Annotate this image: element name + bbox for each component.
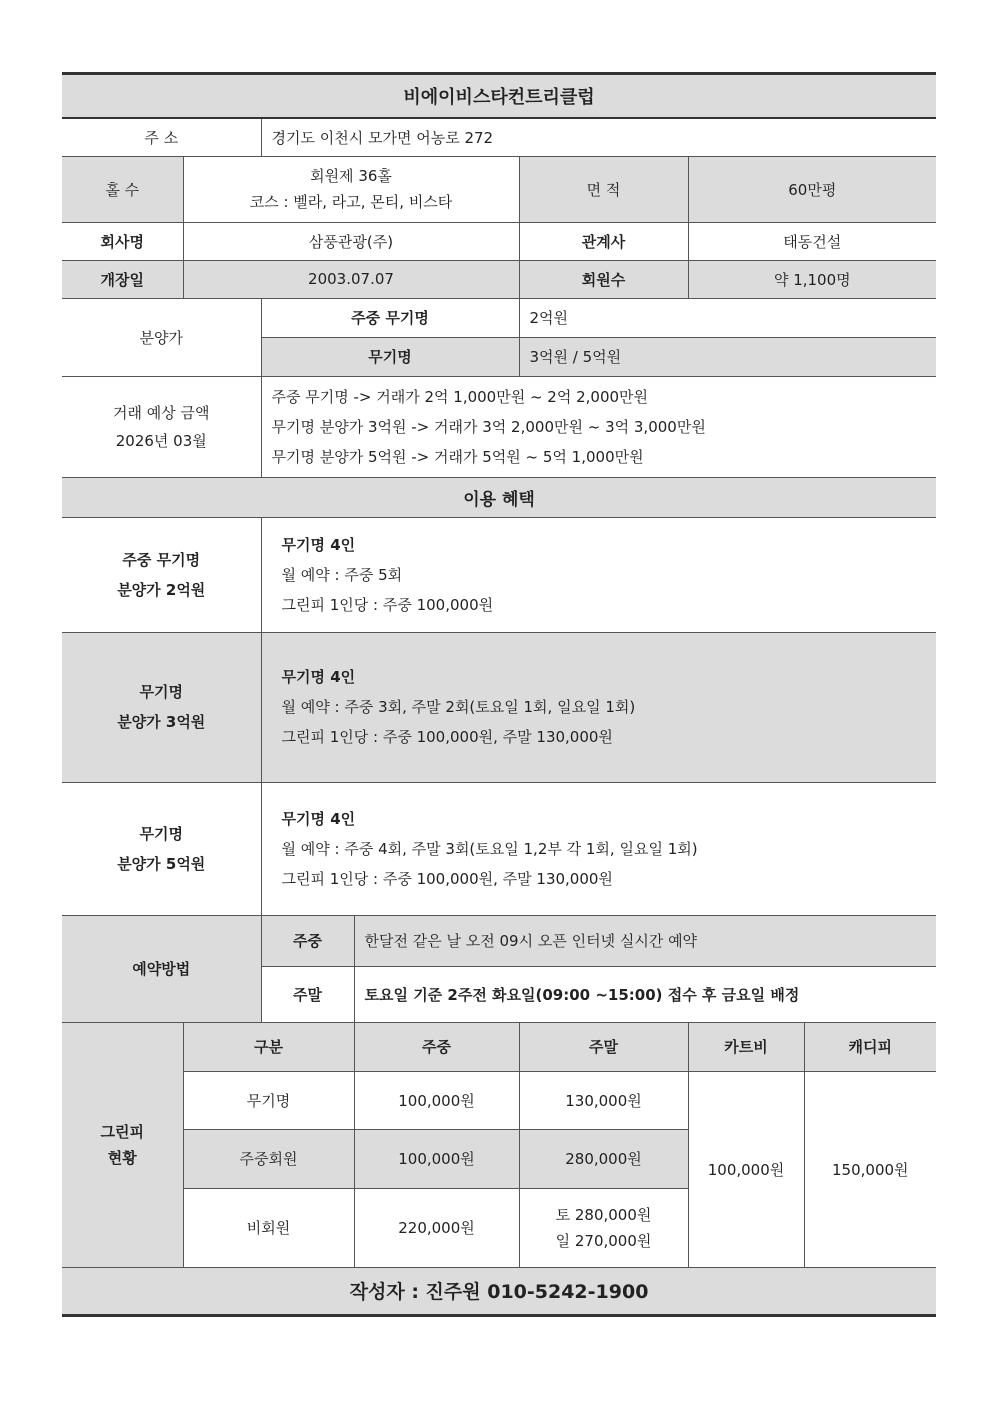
benefit-detail-3 bbox=[261, 782, 936, 915]
benefit-row-1 bbox=[62, 517, 936, 632]
greenfee-row-2-weekend: 280,000원 bbox=[519, 1129, 688, 1188]
greenfee-header-weekday: 주중 bbox=[354, 1022, 519, 1071]
expected-trade-label-line2: 2026년 03월 bbox=[115, 431, 207, 450]
expected-trade-value bbox=[261, 376, 936, 477]
greenfee-header-row bbox=[62, 1022, 936, 1071]
affiliate-value: 태동건설 bbox=[688, 222, 936, 260]
greenfee-row-1-weekday: 100,000원 bbox=[354, 1071, 519, 1129]
author-contact: 작성자 : 진주원 010-5242-1900 bbox=[62, 1267, 936, 1315]
info-table bbox=[62, 72, 936, 1317]
sale-price-row-1 bbox=[62, 298, 936, 337]
expected-trade-label-line1: 거래 예상 금액 bbox=[113, 403, 210, 422]
greenfee-row-2-type: 주중회원 bbox=[183, 1129, 354, 1188]
holes-line1: 회원제 36홀 bbox=[310, 167, 392, 185]
benefit-label-1-line1: 주중 무기명 bbox=[122, 550, 201, 569]
expected-trade-row bbox=[62, 376, 936, 477]
holes-value bbox=[183, 156, 519, 222]
opening-row bbox=[62, 260, 936, 298]
greenfee-label-line1: 그린피 bbox=[100, 1122, 144, 1141]
company-label: 회사명 bbox=[62, 222, 183, 260]
benefit-2-line-3: 그린피 1인당 : 주중 100,000원, 주말 130,000원 bbox=[281, 728, 613, 746]
benefit-3-line-3: 그린피 1인당 : 주중 100,000원, 주말 130,000원 bbox=[281, 869, 613, 888]
benefits-header: 이용 혜택 bbox=[62, 477, 936, 517]
company-value: 삼풍관광(주) bbox=[183, 222, 519, 260]
holes-line2: 코스 : 벨라, 라고, 몬티, 비스타 bbox=[249, 193, 453, 211]
benefit-row-3 bbox=[62, 782, 936, 915]
greenfee-header-cart: 카트비 bbox=[688, 1022, 804, 1071]
benefit-label-3-line2: 분양가 5억원 bbox=[117, 854, 206, 873]
benefit-label-1 bbox=[62, 517, 261, 632]
benefit-1-line-2: 월 예약 : 주중 5회 bbox=[281, 565, 403, 584]
greenfee-label-line2: 현황 bbox=[107, 1148, 137, 1167]
benefits-header-row bbox=[62, 477, 936, 517]
greenfee-cart-fee: 100,000원 bbox=[688, 1071, 804, 1267]
expected-trade-line-2: 무기명 분양가 3억원 -> 거래가 3억 2,000만원 ~ 3억 3,000만원 bbox=[271, 417, 706, 436]
address-value: 경기도 이천시 모가면 어농로 272 bbox=[261, 118, 936, 156]
sale-price-label: 분양가 bbox=[62, 298, 261, 376]
greenfee-row-3-type: 비회원 bbox=[183, 1188, 354, 1267]
area-value: 60만평 bbox=[688, 156, 936, 222]
expected-trade-line-1: 주중 무기명 -> 거래가 2억 1,000만원 ~ 2억 2,000만원 bbox=[271, 387, 649, 406]
benefit-1-line-3: 그린피 1인당 : 주중 100,000원 bbox=[281, 595, 494, 614]
greenfee-header-type: 구분 bbox=[183, 1022, 354, 1071]
benefit-label-3 bbox=[62, 782, 261, 915]
footer-row bbox=[62, 1267, 936, 1315]
company-row bbox=[62, 222, 936, 260]
area-label: 면 적 bbox=[519, 156, 688, 222]
affiliate-label: 관계사 bbox=[519, 222, 688, 260]
benefit-row-2 bbox=[62, 632, 936, 782]
benefit-3-line-2: 월 예약 : 주중 4회, 주말 3회(토요일 1,2부 각 1회, 일요일 1회) bbox=[281, 839, 698, 858]
benefit-label-2-line1: 무기명 bbox=[139, 683, 183, 701]
benefit-detail-1 bbox=[261, 517, 936, 632]
opening-value: 2003.07.07 bbox=[183, 260, 519, 298]
reservation-weekend-value: 토요일 기준 2주전 화요일(09:00 ~15:00) 접수 후 금요일 배정 bbox=[354, 966, 936, 1022]
reservation-weekday-label: 주중 bbox=[261, 915, 354, 966]
greenfee-row-3-weekend-sat: 토 280,000원 bbox=[555, 1205, 652, 1224]
address-label: 주 소 bbox=[62, 118, 261, 156]
greenfee-row-1-type: 무기명 bbox=[183, 1071, 354, 1129]
greenfee-caddie-fee: 150,000원 bbox=[804, 1071, 936, 1267]
greenfee-row-3-weekend bbox=[519, 1188, 688, 1267]
reservation-weekday-row bbox=[62, 915, 936, 966]
benefit-3-line-1: 무기명 4인 bbox=[281, 809, 356, 828]
benefit-1-line-1: 무기명 4인 bbox=[281, 535, 356, 554]
address-row bbox=[62, 118, 936, 156]
benefit-2-line-1: 무기명 4인 bbox=[281, 668, 356, 686]
greenfee-header-caddie: 캐디피 bbox=[804, 1022, 936, 1071]
benefit-label-1-line2: 분양가 2억원 bbox=[117, 580, 206, 599]
sale-price-value-2: 3억원 / 5억원 bbox=[519, 337, 936, 376]
sale-price-name-1: 주중 무기명 bbox=[261, 298, 519, 337]
holes-row bbox=[62, 156, 936, 222]
expected-trade-label bbox=[62, 376, 261, 477]
benefit-label-3-line1: 무기명 bbox=[139, 824, 183, 843]
sale-price-name-2: 무기명 bbox=[261, 337, 519, 376]
opening-label: 개장일 bbox=[62, 260, 183, 298]
greenfee-header-weekend: 주말 bbox=[519, 1022, 688, 1071]
benefit-label-2 bbox=[62, 632, 261, 782]
page-title: 비에이비스타컨트리클럽 bbox=[62, 74, 936, 119]
holes-label: 홀 수 bbox=[62, 156, 183, 222]
title-row bbox=[62, 74, 936, 119]
benefit-label-2-line2: 분양가 3억원 bbox=[117, 713, 206, 731]
members-label: 회원수 bbox=[519, 260, 688, 298]
golf-club-info-sheet bbox=[62, 72, 936, 1317]
greenfee-row-2-weekday: 100,000원 bbox=[354, 1129, 519, 1188]
reservation-weekend-label: 주말 bbox=[261, 966, 354, 1022]
greenfee-row-3-weekday: 220,000원 bbox=[354, 1188, 519, 1267]
reservation-weekday-value: 한달전 같은 날 오전 09시 오픈 인터넷 실시간 예약 bbox=[354, 915, 936, 966]
members-value: 약 1,100명 bbox=[688, 260, 936, 298]
greenfee-row-1-weekend: 130,000원 bbox=[519, 1071, 688, 1129]
greenfee-row-3-weekend-sun: 일 270,000원 bbox=[555, 1231, 652, 1250]
expected-trade-line-3: 무기명 분양가 5억원 -> 거래가 5억원 ~ 5억 1,000만원 bbox=[271, 447, 644, 466]
greenfee-row-1 bbox=[62, 1071, 936, 1129]
benefit-2-line-2: 월 예약 : 주중 3회, 주말 2회(토요일 1회, 일요일 1회) bbox=[281, 698, 636, 716]
greenfee-label bbox=[62, 1022, 183, 1267]
reservation-label: 예약방법 bbox=[62, 915, 261, 1022]
sale-price-value-1: 2억원 bbox=[519, 298, 936, 337]
benefit-detail-2 bbox=[261, 632, 936, 782]
